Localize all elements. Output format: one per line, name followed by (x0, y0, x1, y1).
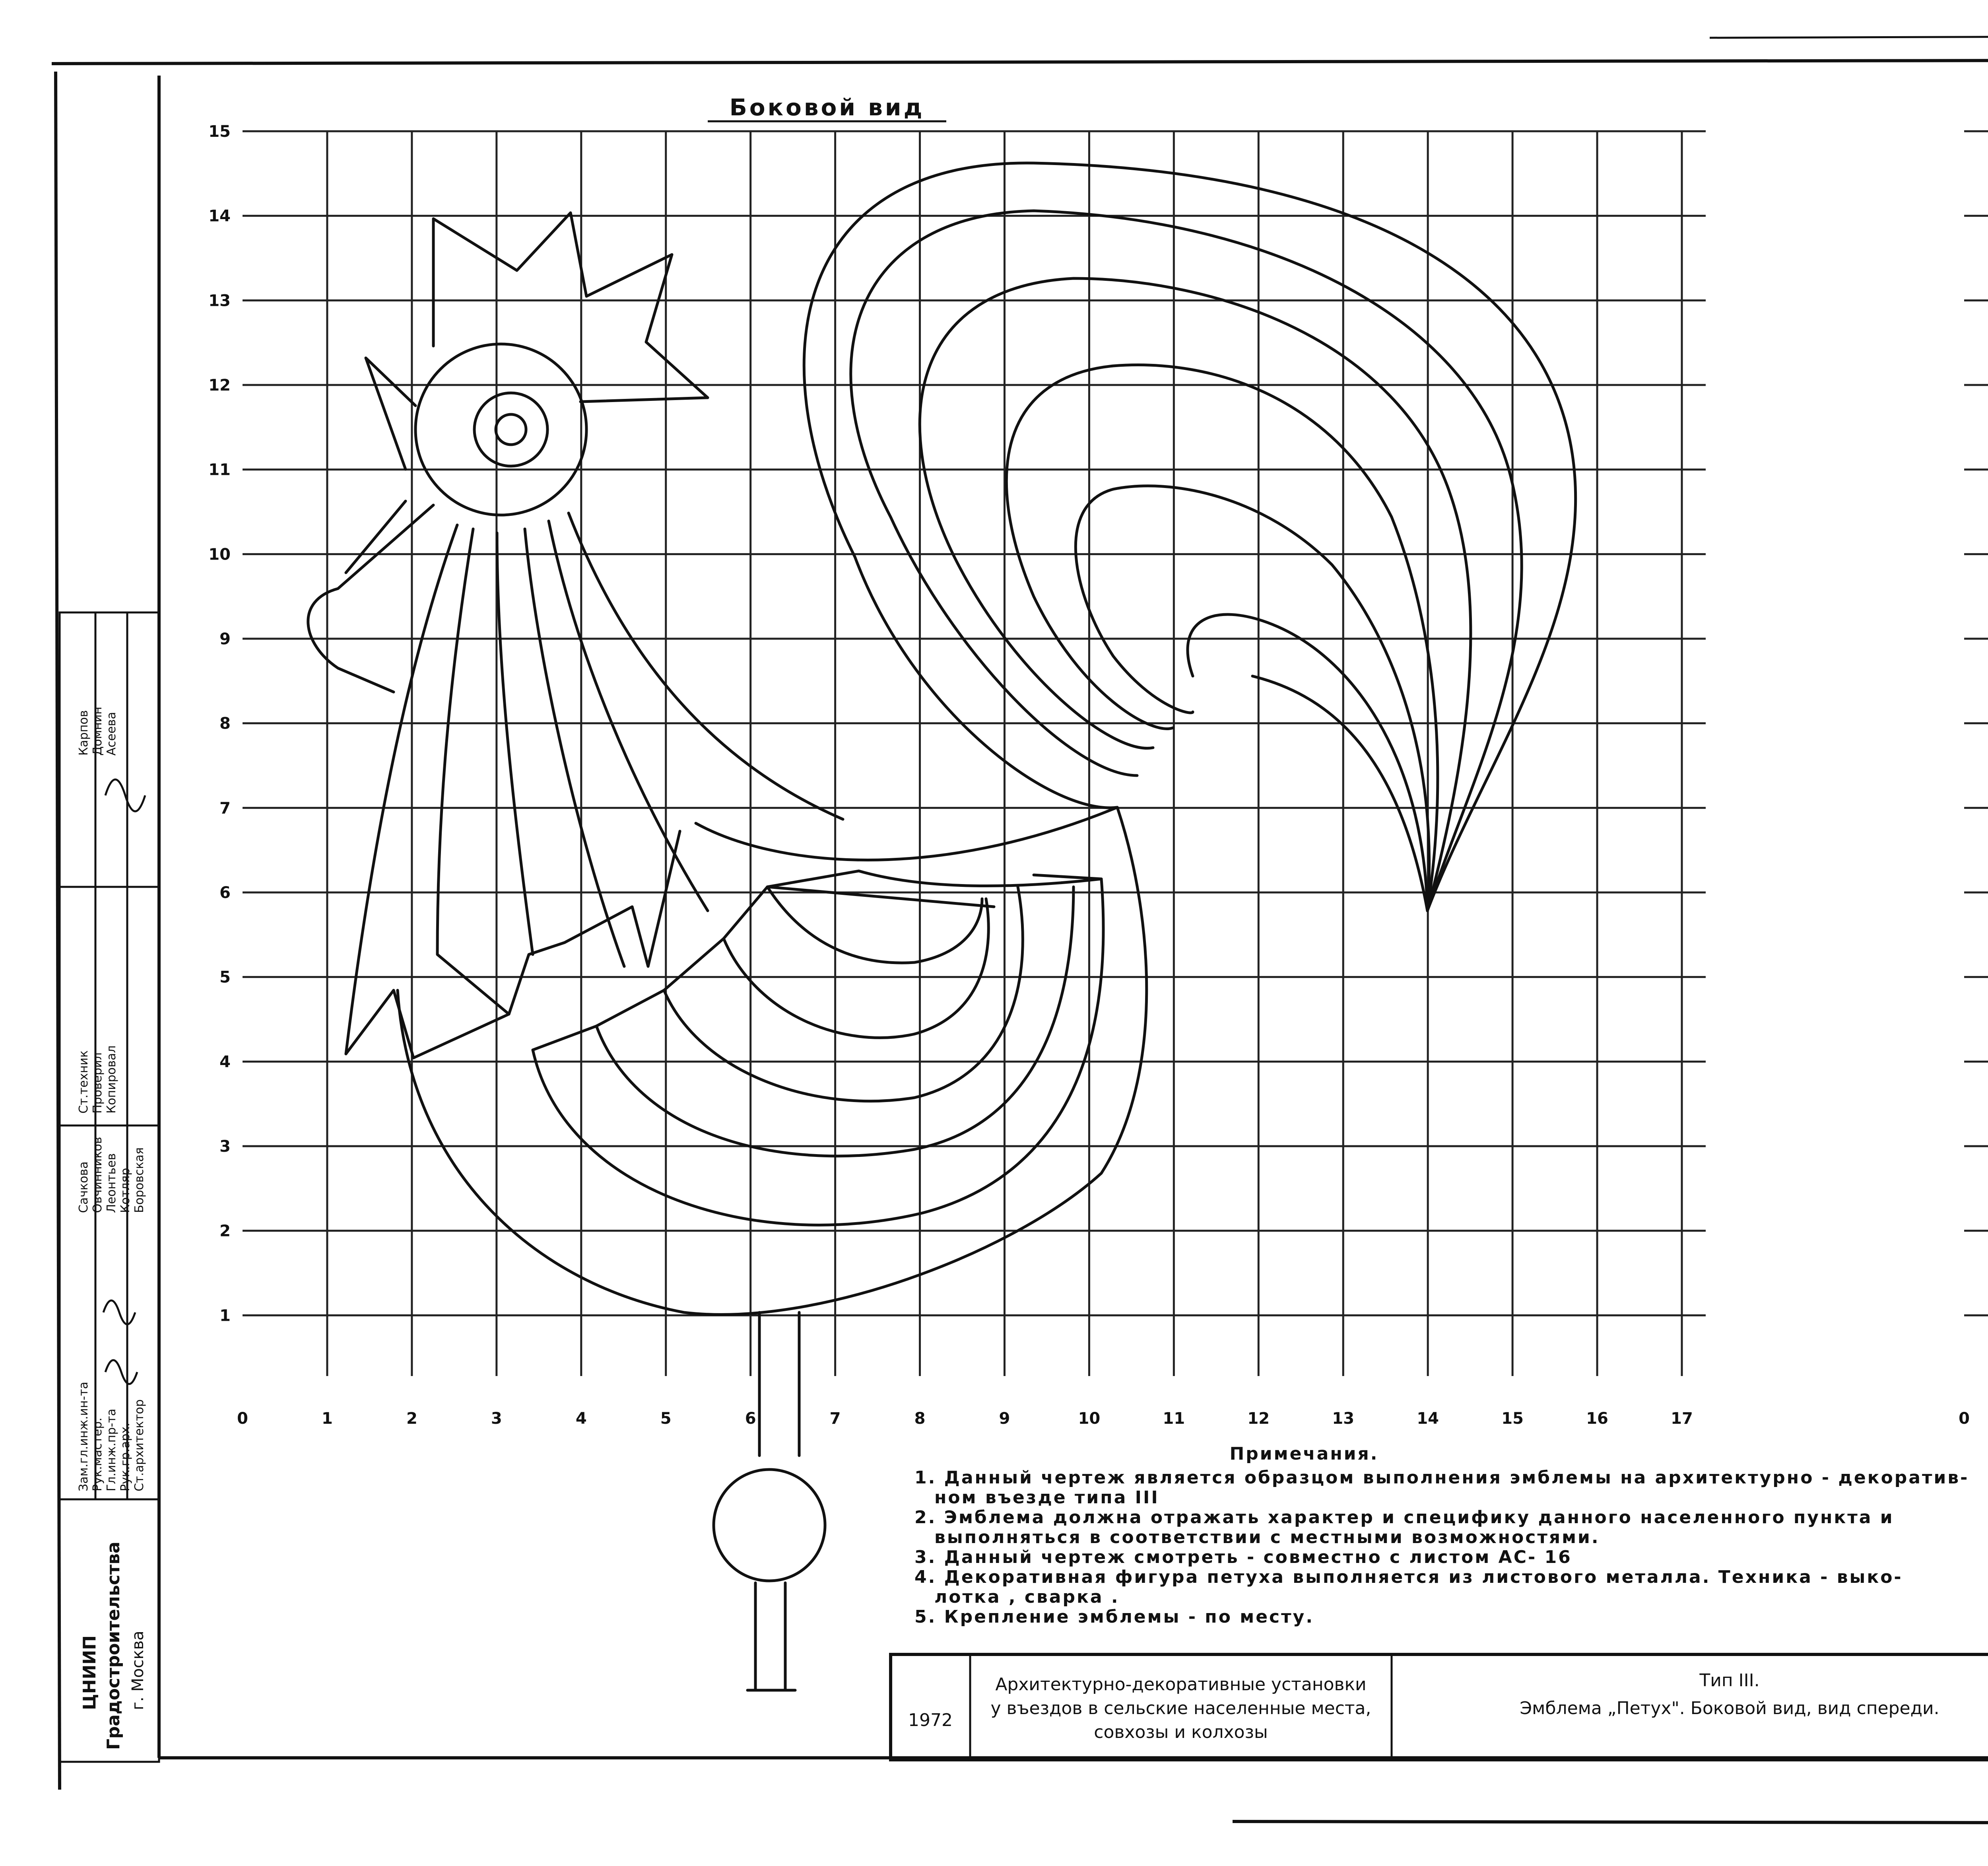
note-line: 5. Крепление эмблемы - по месту. (914, 1607, 1314, 1627)
stamp-role: Проверил (91, 1052, 105, 1114)
y-tick-label: 13 (208, 292, 231, 310)
org-line-1: ЦНИИП (80, 1635, 100, 1710)
x-tick-label: 12 (1247, 1409, 1270, 1428)
y-tick-label: 11 (208, 461, 231, 479)
project-line-2: у въездов в сельские населенные места, (990, 1698, 1371, 1718)
x-tick-label: 4 (575, 1409, 587, 1428)
org-line-3: г. Москва (129, 1631, 147, 1710)
org-line-2: Градостроительства (103, 1541, 124, 1750)
y-tick-label: 7 (219, 799, 231, 818)
y-tick-label: 15 (208, 122, 231, 141)
y-tick-label: 8 (219, 714, 231, 733)
stamp-name: Леонтьев (105, 1153, 118, 1213)
x-tick-label: 3 (491, 1409, 502, 1428)
y-tick-label: 1 (219, 1306, 231, 1325)
y-tick-label: 3 (219, 1137, 231, 1156)
title-block (891, 1654, 1988, 1760)
x-tick-label: 13 (1332, 1409, 1355, 1428)
x-tick-label: 16 (1586, 1409, 1608, 1428)
note-line: ном въезде типа III (934, 1487, 1159, 1508)
note-line: 3. Данный чертеж смотреть - совместно с листом АС- 16 (914, 1547, 1572, 1567)
notes-title: Примечания. (1229, 1444, 1379, 1464)
stamp-role: Рук.гр.арх. (118, 1423, 132, 1491)
rooster-side-view (308, 163, 1576, 1690)
front-view-grid (1964, 131, 1988, 1376)
stamp-name: Котляр (118, 1168, 132, 1213)
x-tick-label: 10 (1078, 1409, 1101, 1428)
side-view-y-ticks (208, 122, 231, 1325)
x-tick-label: 1 (322, 1409, 333, 1428)
x-tick-label: 2 (406, 1409, 417, 1428)
note-line: 2. Эмблема должна отражать характер и специфику данного населенного пункта и (914, 1507, 1894, 1528)
x-tick-label: 7 (829, 1409, 841, 1428)
x-tick-label: 17 (1671, 1409, 1693, 1428)
x-tick-label: 9 (999, 1409, 1010, 1428)
notes-block (914, 1444, 1969, 1627)
project-line-1: Архитектурно-декоративные установки (995, 1674, 1367, 1695)
y-tick-label: 14 (208, 207, 231, 225)
stamp-name: Овчинников (91, 1137, 105, 1213)
y-tick-label: 5 (219, 968, 231, 987)
y-tick-label: 6 (219, 884, 231, 902)
stamp-role: Ст.архитектор (132, 1399, 146, 1491)
stamp-role: Копировал (105, 1045, 118, 1114)
stamp-role: Рук.мастер. (91, 1417, 105, 1491)
note-line: выполняться в соответствии с местными возможностями. (934, 1527, 1600, 1547)
stamp-name: Асеева (105, 712, 118, 756)
side-stamp (60, 612, 159, 1762)
side-view-caption: Боковой вид (729, 94, 925, 121)
side-view-x-ticks (237, 1409, 1693, 1428)
stamp-name: Сачкова (77, 1161, 91, 1213)
stamp-role: Гл.инж.пр-та (105, 1408, 118, 1491)
stamp-name: Боровская (132, 1147, 146, 1213)
stamp-name: Карпов (77, 710, 91, 756)
x-tick-label: 5 (660, 1409, 672, 1428)
side-view-grid (243, 131, 1706, 1376)
note-line: 1. Данный чертеж является образцом выполнения эмблемы на архитектурно - декоратив- (914, 1468, 1969, 1488)
y-tick-label: 2 (219, 1222, 231, 1240)
title-year: 1972 (908, 1710, 953, 1730)
x-tick-label: 15 (1501, 1409, 1524, 1428)
x-tick-label: 6 (745, 1409, 756, 1428)
y-tick-label: 12 (208, 376, 231, 395)
stamp-name: Домнин (91, 706, 105, 756)
x-tick-label: 0 (1959, 1409, 1970, 1428)
y-tick-label: 4 (219, 1053, 231, 1071)
x-tick-label: 14 (1417, 1409, 1439, 1428)
project-line-3: совхозы и колхозы (1094, 1722, 1268, 1742)
stamp-role: Зам.гл.инж.ин-та (77, 1382, 91, 1491)
type-label: Тип III. (1699, 1670, 1760, 1691)
drawing-title: Эмблема „Петух". Боковой вид, вид спереди. (1520, 1698, 1939, 1718)
y-tick-label: 10 (208, 545, 231, 564)
stamp-role: Ст.техник (77, 1050, 91, 1114)
note-line: лотка , сварка . (934, 1587, 1120, 1607)
x-tick-label: 8 (914, 1409, 926, 1428)
x-tick-label: 11 (1163, 1409, 1185, 1428)
y-tick-label: 9 (219, 630, 231, 648)
x-tick-label: 0 (237, 1409, 248, 1428)
note-line: 4. Декоративная фигура петуха выполняется из листового металла. Техника - выко- (914, 1567, 1903, 1587)
front-view-x-ticks (1959, 1409, 1988, 1428)
